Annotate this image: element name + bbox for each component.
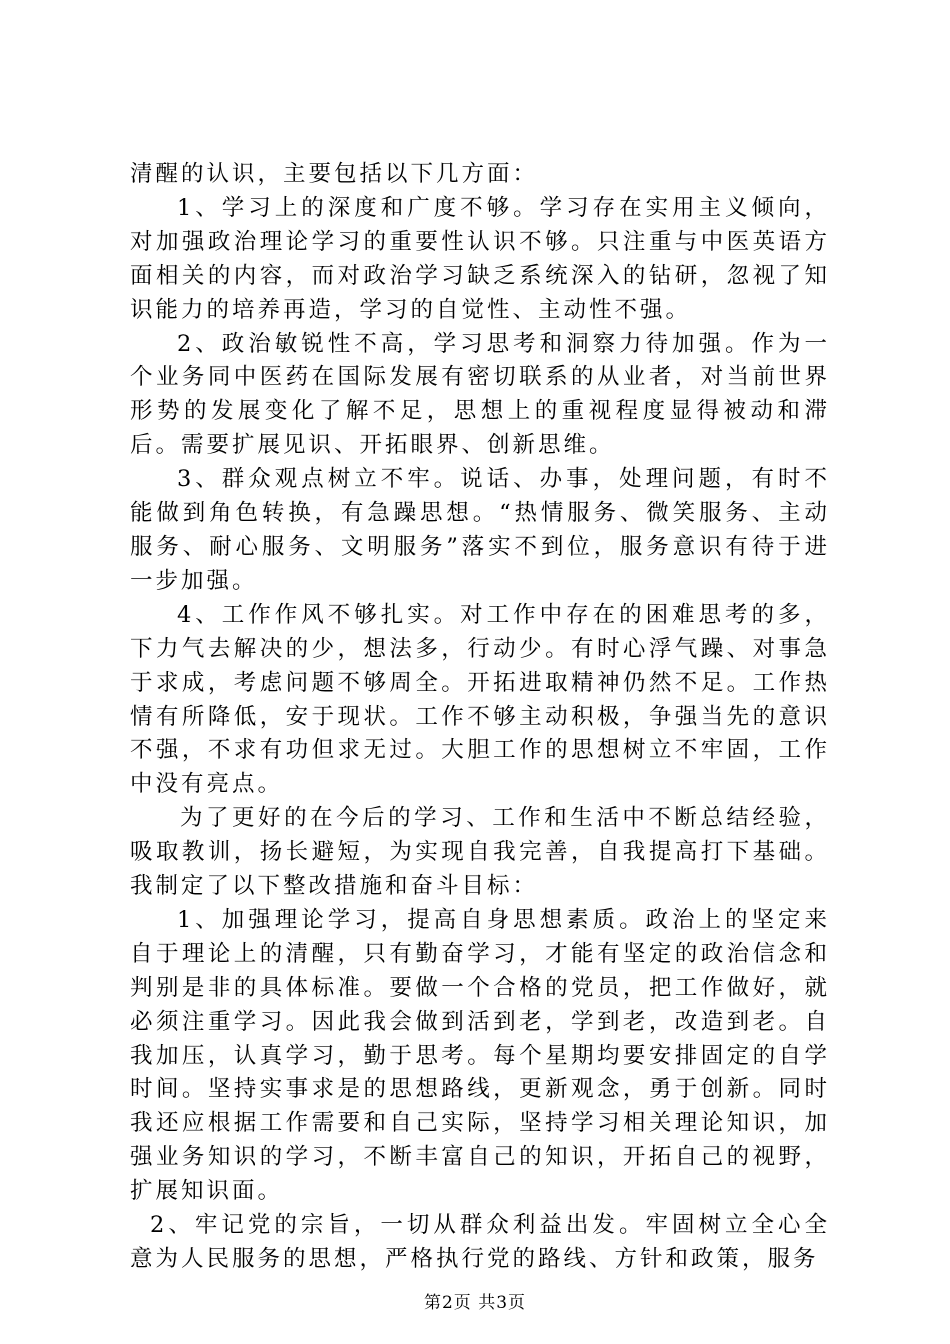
paragraph-issue-4: 4、工作作风不够扎实。对工作中存在的困难思考的多，下力气去解决的少，想法多，行动少。有时心浮气躁、对事急于求成，考虑问题不够周全。开拓进取精神仍然不足。工作热情有所降低，安于现状。工作不够主动积极，争强当先的意识不强，不求有功但求无过。大胆工作的思想树立不牢固，工作中没有亮点。 [130, 601, 830, 798]
paragraph-issue-1: 1、学习上的深度和广度不够。学习存在实用主义倾向，对加强政治理论学习的重要性认识不够。只注重与中医英语方面相关的内容，而对政治学习缺乏系统深入的钻研，忽视了知识能力的培养再造，学习的自觉性、主动性不强。 [130, 194, 830, 323]
paragraph-issue-3: 3、群众观点树立不牢。说话、办事，处理问题，有时不能做到角色转换，有急躁思想。“热情服务、微笑服务、主动服务、耐心服务、文明服务”落实不到位，服务意识有待于进一步加强。 [130, 466, 830, 594]
page-number-footer: 第2页 共3页 [423, 1293, 527, 1313]
paragraph-issue-2: 2、政治敏锐性不高，学习思考和洞察力待加强。作为一个业务同中医药在国际发展有密切联系的从业者，对当前世界形势的发展变化了解不足，思想上的重视程度显得被动和滞后。需要扩展见识、开拓眼界、创新思维。 [130, 330, 830, 459]
paragraph-measure-2: 2、牢记党的宗旨，一切从群众利益出发。牢固树立全心全意为人民服务的思想，严格执行党的路线、方针和政策，服务 [130, 1212, 830, 1272]
paragraph-transition: 为了更好的在今后的学习、工作和生活中不断总结经验，吸取教训，扬长避短，为实现自我完善，自我提高打下基础。我制定了以下整改措施和奋斗目标： [130, 805, 830, 900]
paragraph-intro: 清醒的认识，主要包括以下几方面： [130, 161, 539, 187]
document-body [130, 158, 830, 1277]
paragraph-measure-1: 1、加强理论学习，提高自身思想素质。政治上的坚定来自于理论上的清醒，只有勤奋学习，才能有坚定的政治信念和判别是非的具体标准。要做一个合格的党员，把工作做好，就必须注重学习。因此我会做到活到老，学到老，改造到老。自我加压，认真学习，勤于思考。每个星期均要安排固定的自学时间。坚持实事求是的思想路线，更新观念，勇于创新。同时我还应根据工作需要和自己实际，坚持学习相关理论知识，加强业务知识的学习，不断丰富自己的知识，开拓自己的视野，扩展知识面。 [130, 906, 830, 1205]
